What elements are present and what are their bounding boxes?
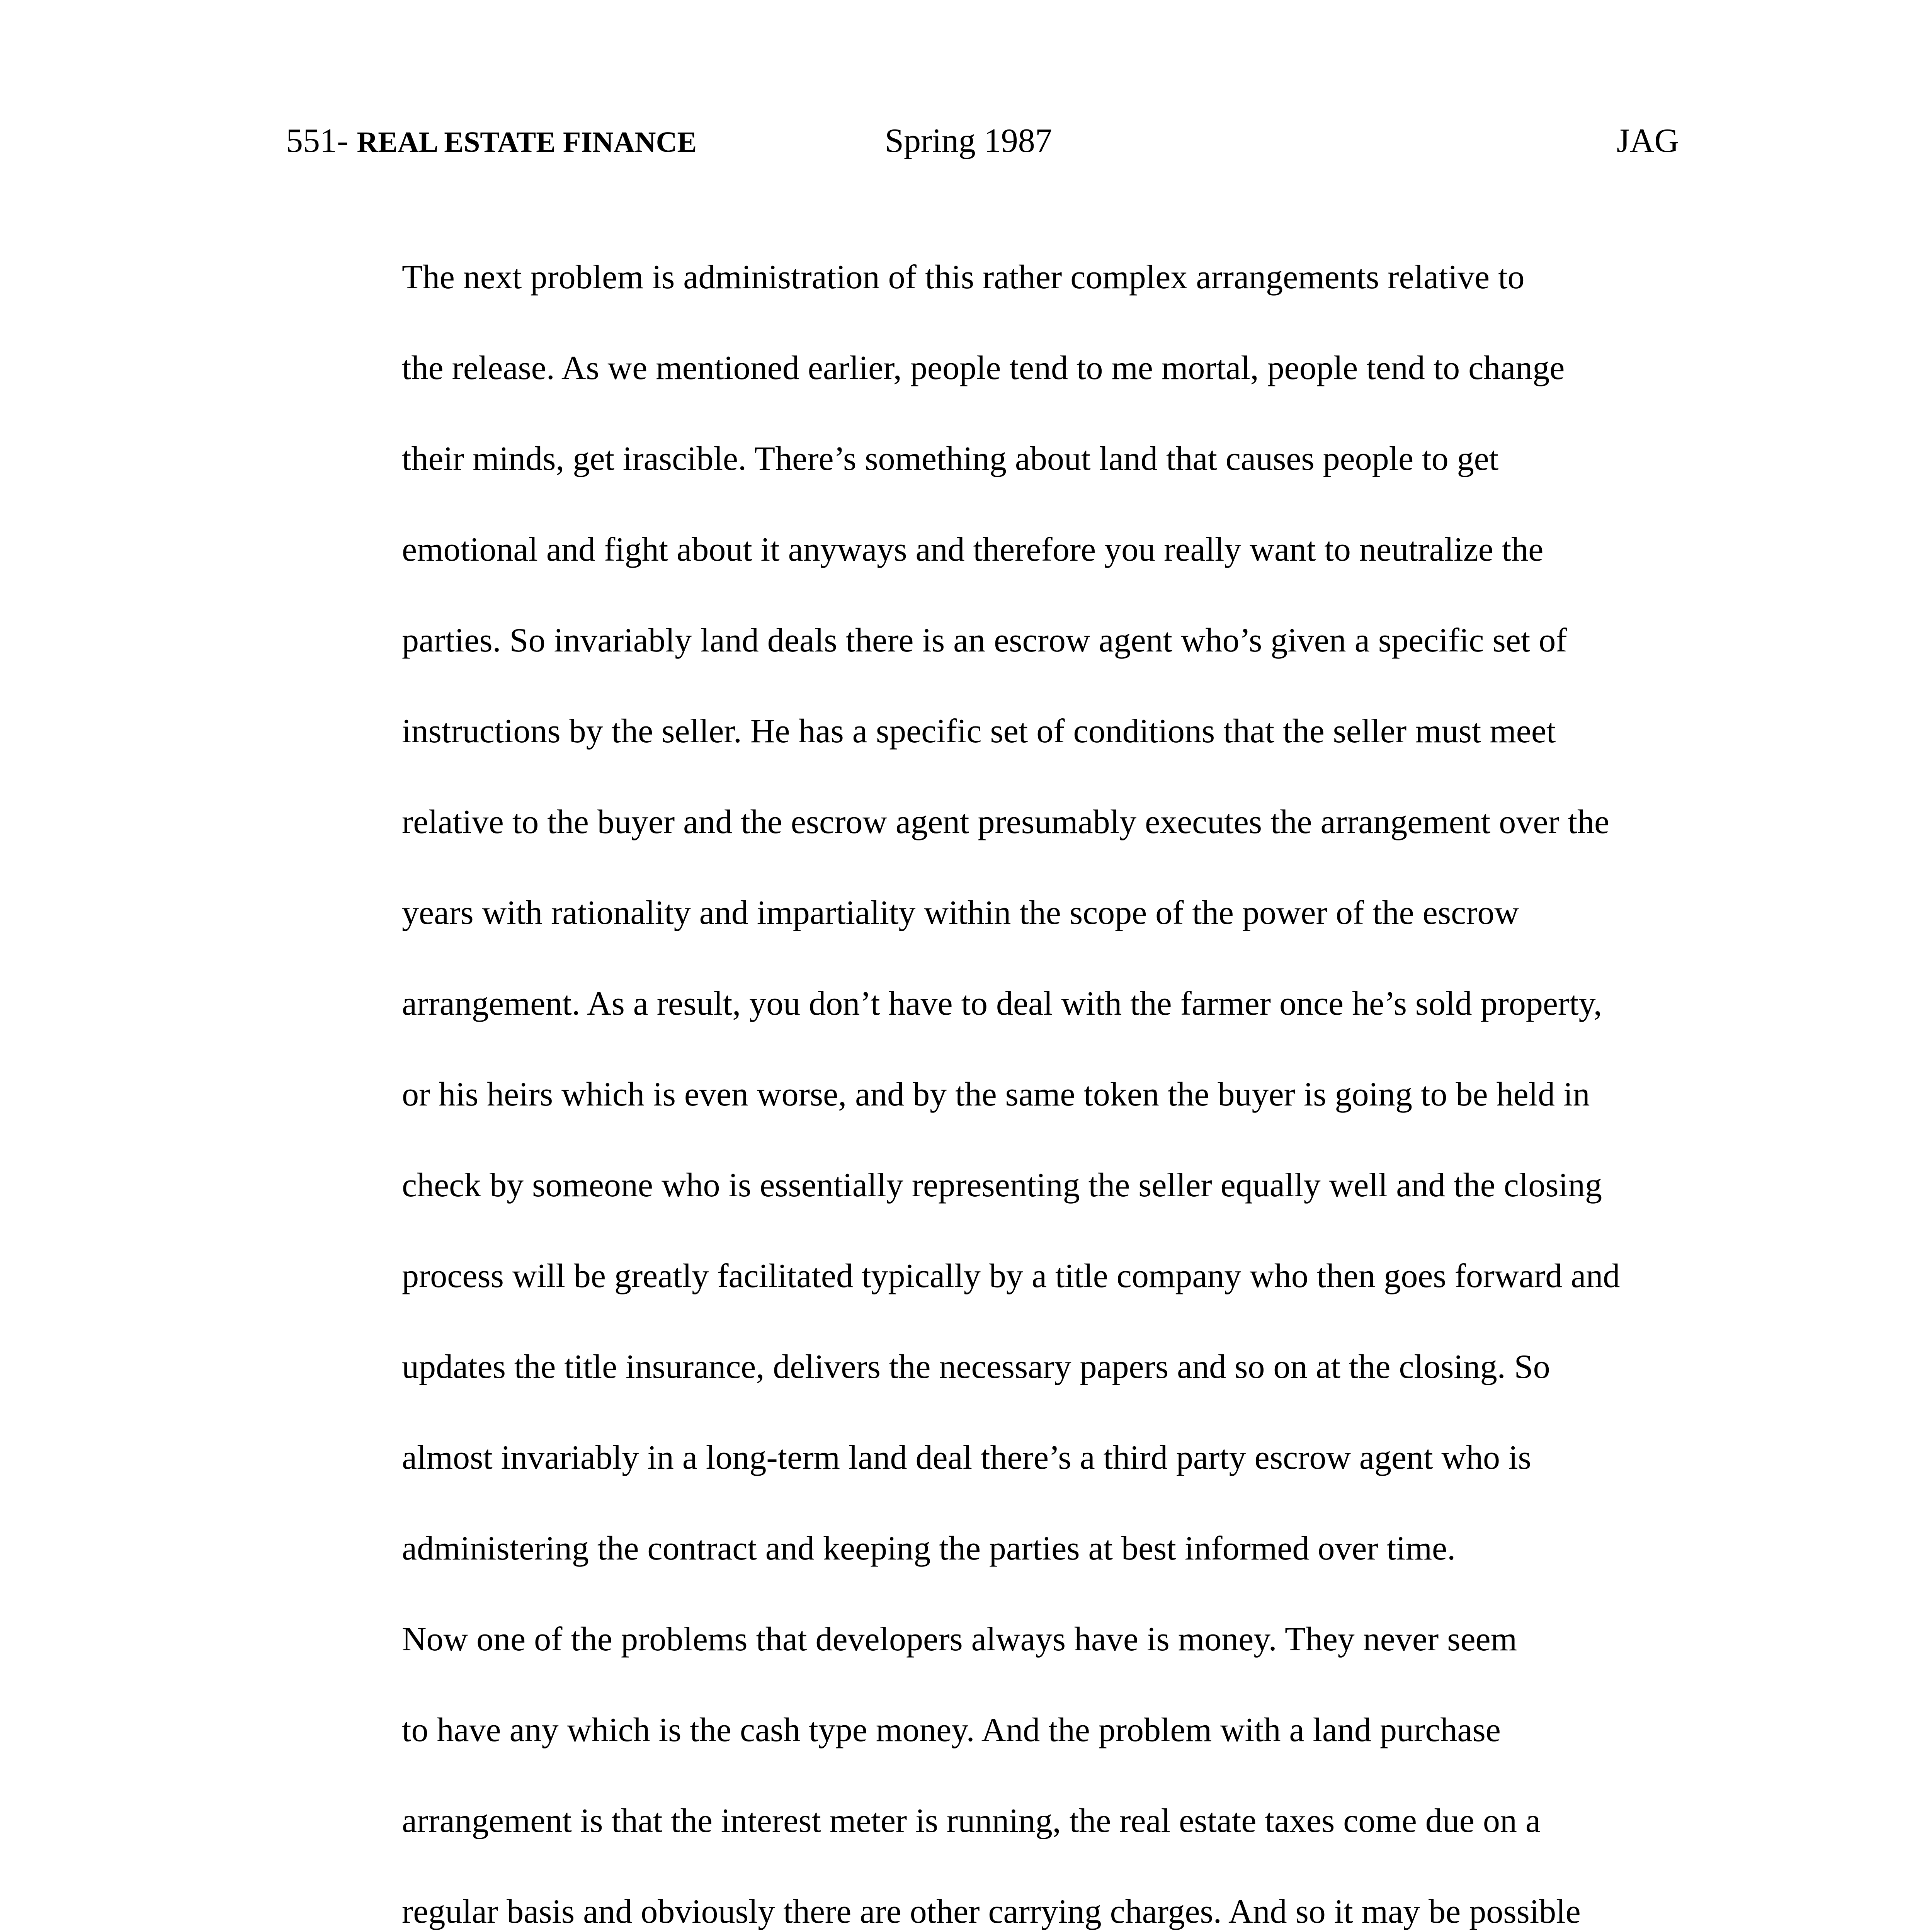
text-line: process will be greatly facilitated typically by a title company who then goes forward and: [402, 1257, 1620, 1295]
text-line: parties. So invariably land deals there is an escrow agent who’s given a specific set of: [402, 622, 1567, 659]
text-line: the release. As we mentioned earlier, people tend to me mortal, people tend to change: [402, 349, 1565, 387]
text-line: instructions by the seller. He has a specific set of conditions that the seller must meet: [402, 713, 1556, 750]
text-line: almost invariably in a long-term land deal there’s a third party escrow agent who is: [402, 1439, 1531, 1476]
text-line: The next problem is administration of this rather complex arrangements relative to: [402, 259, 1525, 296]
course-name: REAL ESTATE FINANCE: [357, 126, 697, 158]
text-line: check by someone who is essentially representing the seller equally well and the closing: [402, 1167, 1602, 1204]
text-line: Now one of the problems that developers always have is money. They never seem: [402, 1621, 1517, 1658]
text-line: regular basis and obviously there are other carrying charges. And so it may be possible: [402, 1893, 1581, 1930]
text-line: or his heirs which is even worse, and by the same token the buyer is going to be held in: [402, 1076, 1590, 1113]
text-line: arrangement. As a result, you don’t have to deal with the farmer once he’s sold property,: [402, 985, 1602, 1022]
page-header: [286, 116, 1679, 166]
author-initials: JAG: [1616, 122, 1679, 160]
text-line: administering the contract and keeping the parties at best informed over time.: [402, 1530, 1456, 1567]
course-number: 551-: [286, 122, 349, 160]
text-line: arrangement is that the interest meter is running, the real estate taxes come due on a: [402, 1802, 1541, 1840]
text-line: emotional and fight about it anyways and therefore you really want to neutralize the: [402, 531, 1544, 568]
paragraph-1: [286, 232, 1679, 1594]
text-line: updates the title insurance, delivers the necessary papers and so on at the closing. So: [402, 1348, 1550, 1386]
paragraph-2: [286, 1594, 1679, 1932]
text-line: to have any which is the cash type money. And the problem with a land purchase: [402, 1711, 1501, 1749]
text-line: their minds, get irascible. There’s something about land that causes people to get: [402, 440, 1499, 478]
course-term: Spring 1987: [885, 122, 1052, 160]
course-title: [286, 116, 697, 167]
text-line: relative to the buyer and the escrow agent presumably executes the arrangement over the: [402, 803, 1610, 841]
document-body: [286, 232, 1679, 1932]
text-line: years with rationality and impartiality within the scope of the power of the escrow: [402, 894, 1519, 932]
